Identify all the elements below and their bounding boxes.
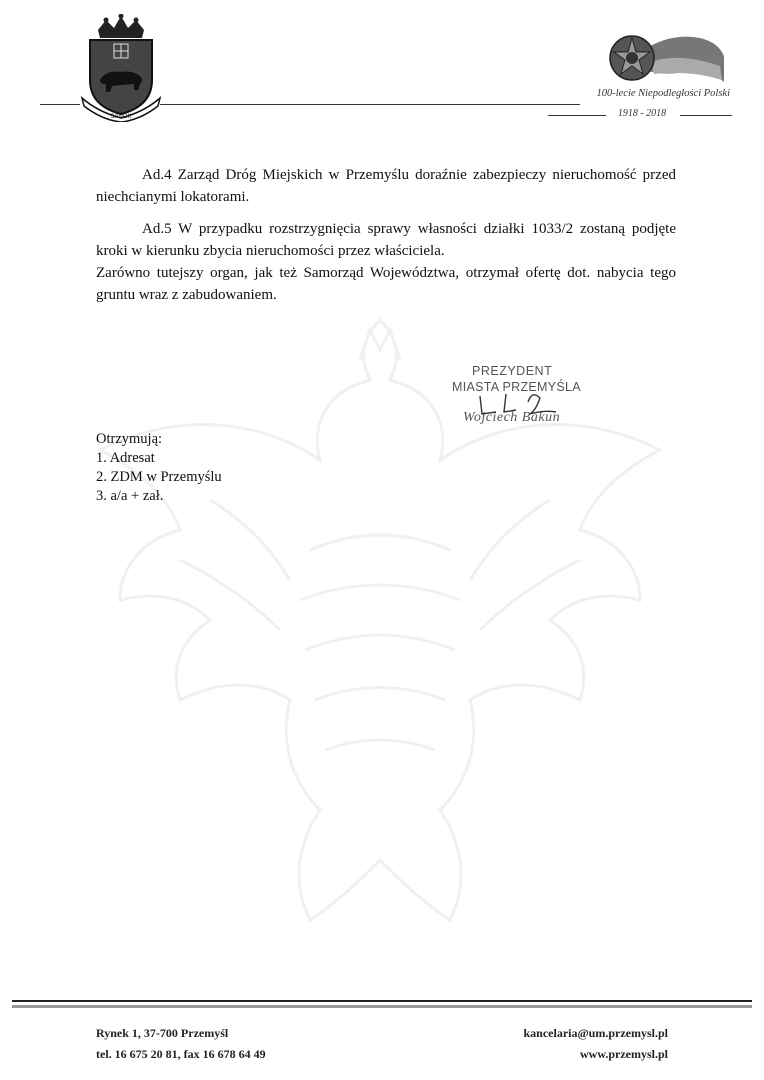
paragraph-ad5-line2: Zarówno tutejszy organ, jak też Samorząd Województwa, otrzymał ofertę dot. nabycia tego gruntu wraz z zabudowaniem. bbox=[96, 265, 676, 303]
recipient-item: 2. ZDM w Przemyślu bbox=[96, 469, 222, 485]
anniversary-title: 100-lecie Niepodległości Polski bbox=[596, 88, 730, 99]
recipients-block bbox=[96, 430, 356, 506]
signature-icon bbox=[470, 384, 580, 424]
crest-motto: SANOK bbox=[110, 114, 132, 120]
footer-rule-thick bbox=[12, 1005, 752, 1008]
stamp-title: PREZYDENT bbox=[472, 364, 553, 378]
footer-phone: tel. 16 675 20 81, fax 16 678 64 49 bbox=[96, 1047, 266, 1061]
city-crest-icon bbox=[78, 14, 164, 122]
recipient-item: 1. Adresat bbox=[96, 450, 155, 466]
header-rule-left bbox=[40, 104, 80, 105]
stamp-name: Wojciech Bakun bbox=[463, 410, 561, 425]
footer-email: kancelaria@um.przemysl.pl bbox=[523, 1026, 668, 1040]
anniversary-logo-icon bbox=[600, 22, 726, 94]
recipients-heading: Otrzymują: bbox=[96, 431, 163, 447]
recipient-item: 3. a/a + zał. bbox=[96, 488, 164, 504]
paragraph-ad4: Ad.4 Zarząd Dróg Miejskich w Przemyślu doraźnie zabezpieczy nieruchomość przed niechcianymi lokatorami. bbox=[96, 167, 676, 205]
footer-rule bbox=[12, 1000, 752, 1002]
stamp-office: MIASTA PRZEMYŚLA bbox=[452, 380, 581, 394]
anniversary-years: 1918 - 2018 bbox=[617, 108, 667, 119]
footer-address: Rynek 1, 37-700 Przemyśl bbox=[96, 1026, 229, 1040]
anniversary-years-rule bbox=[548, 109, 732, 121]
eagle-watermark-icon bbox=[60, 300, 700, 980]
paragraph-ad5-line1: Ad.5 W przypadku rozstrzygnięcia sprawy własności działki 1033/2 zostaną podjęte kroki w kierunku zbycia nieruchomości przez właściciela. bbox=[96, 221, 676, 259]
paragraph-ad5 bbox=[96, 218, 676, 306]
footer-website: www.przemysl.pl bbox=[580, 1047, 668, 1061]
header-rule bbox=[160, 104, 580, 105]
